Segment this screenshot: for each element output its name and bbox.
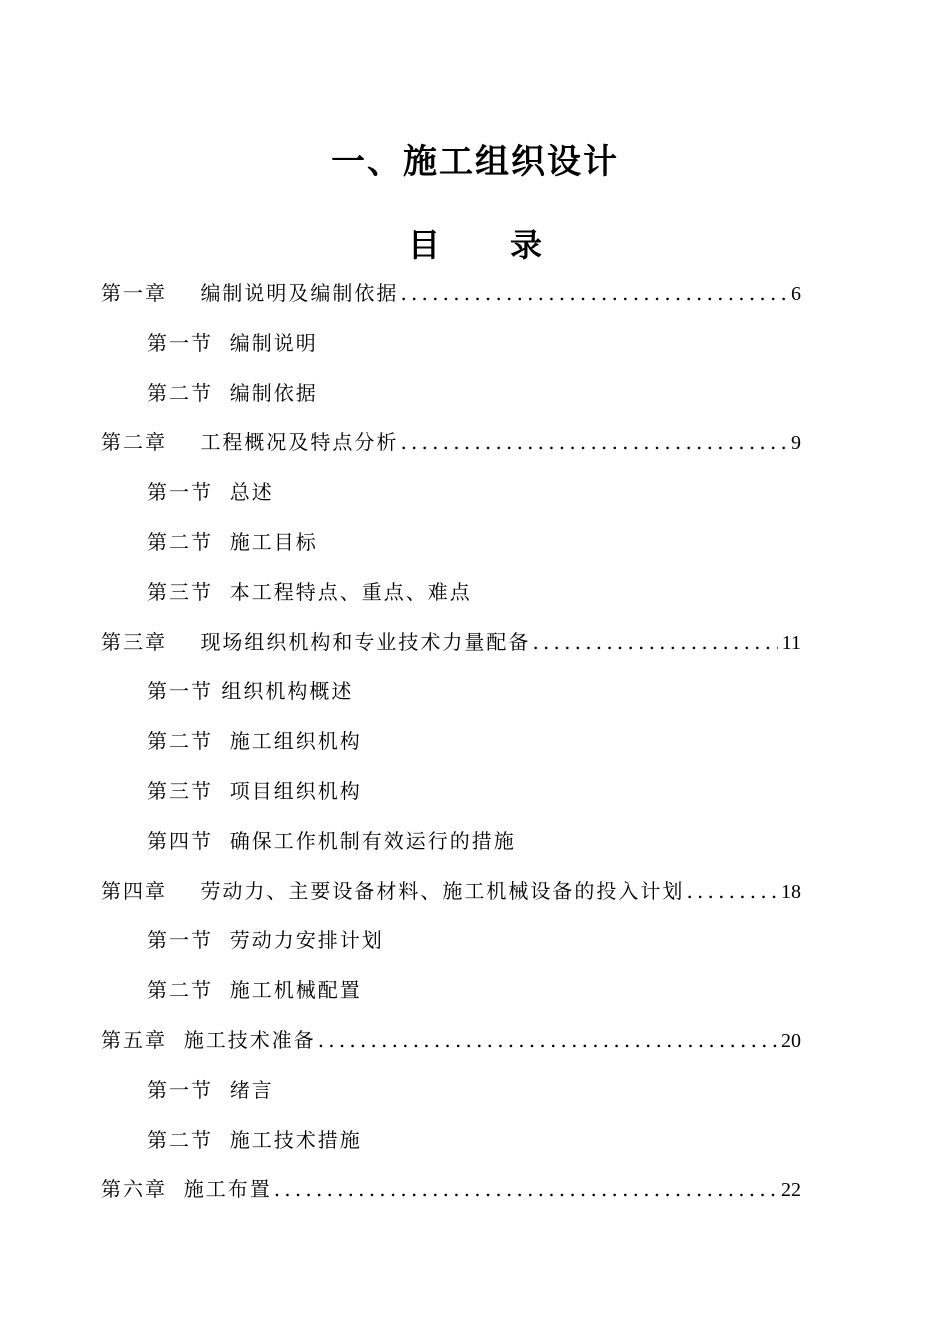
- toc-heading-right: 录: [510, 226, 543, 264]
- toc-spacer: [213, 829, 230, 853]
- toc-leader-dots: [274, 1174, 777, 1204]
- toc-section-row: [147, 776, 797, 806]
- section-title: 施工组织机构: [229, 729, 362, 754]
- toc-chapter-row: [101, 1174, 801, 1204]
- section-title: 总述: [229, 480, 274, 505]
- chapter-page-number: 11: [781, 631, 801, 654]
- toc-section-row: [147, 1075, 797, 1105]
- chapter-number: 第二章: [101, 430, 167, 455]
- section-title: 劳动力安排计划: [229, 928, 384, 953]
- toc-leader-dots: [400, 278, 787, 308]
- toc-leader-dots: [318, 1025, 777, 1055]
- section-number: 第四节: [147, 828, 213, 853]
- section-number: 第三节: [147, 579, 213, 604]
- section-title: 确保工作机制有效运行的措施: [229, 828, 516, 853]
- section-title: 绪言: [229, 1077, 274, 1102]
- section-title: 编制说明: [229, 330, 318, 355]
- chapter-title: 劳动力、主要设备材料、施工机械设备的投入计划: [200, 878, 685, 903]
- toc-spacer: [213, 1078, 230, 1102]
- toc-leader-dots: [532, 627, 777, 657]
- chapter-number: 第一章: [101, 281, 167, 305]
- toc-spacer: [167, 1025, 184, 1055]
- section-number: 第二节: [147, 380, 213, 405]
- toc-leader-dots: [400, 427, 787, 457]
- section-title: 本工程特点、重点、难点: [229, 579, 472, 604]
- chapter-page-number: 6: [791, 283, 801, 305]
- toc-section-row: [147, 378, 797, 408]
- toc-section-row: [147, 676, 797, 706]
- toc-section-row: [147, 925, 797, 955]
- toc-spacer: [213, 331, 230, 355]
- chapter-page-number: 18: [781, 880, 801, 903]
- chapter-title: 现场组织机构和专业技术力量配备: [200, 629, 531, 654]
- section-number: 第一节: [147, 480, 213, 505]
- toc-spacer: [167, 278, 200, 308]
- section-title: 施工目标: [229, 530, 318, 554]
- toc-section-row: [147, 577, 797, 607]
- toc-heading: [0, 222, 950, 268]
- toc-spacer: [167, 427, 200, 457]
- toc-section-row: [147, 726, 797, 756]
- toc-section-row: [147, 975, 797, 1005]
- toc-spacer: [213, 978, 230, 1002]
- section-number: 第二节: [147, 729, 213, 754]
- section-title: 组织机构概述: [221, 679, 354, 704]
- document-title: 一、施工组织设计: [331, 142, 619, 182]
- section-number: 第二节: [147, 530, 213, 554]
- toc-section-row: [147, 328, 797, 358]
- chapter-title: 施工技术准备: [183, 1028, 316, 1052]
- section-number: 第一节: [147, 679, 213, 704]
- toc-spacer: [213, 530, 230, 554]
- chapter-number: 第四章: [101, 878, 167, 903]
- toc-spacer: [213, 480, 230, 504]
- toc-spacer: [167, 627, 200, 657]
- chapter-title: 编制说明及编制依据: [200, 281, 399, 305]
- section-number: 第二节: [147, 1127, 213, 1152]
- section-number: 第一节: [147, 330, 213, 355]
- section-number: 第一节: [147, 1077, 213, 1102]
- toc-leader-dots: [686, 876, 777, 906]
- section-title: 编制依据: [229, 380, 318, 405]
- toc-chapter-row: [101, 278, 801, 308]
- chapter-page-number: 22: [781, 1179, 801, 1202]
- section-number: 第三节: [147, 779, 213, 803]
- section-title: 施工技术措施: [229, 1127, 362, 1152]
- chapter-page-number: 9: [791, 432, 801, 455]
- section-number: 第一节: [147, 928, 213, 953]
- toc-spacer: [167, 1174, 184, 1204]
- toc-chapter-row: [101, 1025, 801, 1055]
- chapter-page-number: 20: [781, 1030, 801, 1052]
- chapter-number: 第五章: [101, 1028, 167, 1052]
- toc-spacer: [213, 1128, 230, 1152]
- toc-section-row: [147, 477, 797, 507]
- chapter-title: 施工布置: [183, 1177, 272, 1202]
- toc-spacer: [167, 876, 200, 906]
- section-title: 项目组织机构: [229, 779, 362, 803]
- toc-section-row: [147, 527, 797, 557]
- chapter-number: 第六章: [101, 1177, 167, 1202]
- toc-spacer: [213, 729, 230, 753]
- chapter-title: 工程概况及特点分析: [200, 430, 399, 455]
- toc-chapter-row: [101, 876, 801, 906]
- toc-chapter-row: [101, 427, 801, 457]
- toc-spacer: [213, 928, 230, 952]
- section-number: 第二节: [147, 978, 213, 1003]
- toc-spacer: [213, 381, 230, 405]
- toc-section-row: [147, 1125, 797, 1155]
- toc-section-row: [147, 826, 797, 856]
- toc-spacer: [213, 779, 230, 803]
- toc-chapter-row: [101, 627, 801, 657]
- toc-spacer: [213, 580, 230, 604]
- section-title: 施工机械配置: [229, 978, 362, 1003]
- chapter-number: 第三章: [101, 629, 167, 654]
- toc-heading-left: 目: [407, 226, 440, 264]
